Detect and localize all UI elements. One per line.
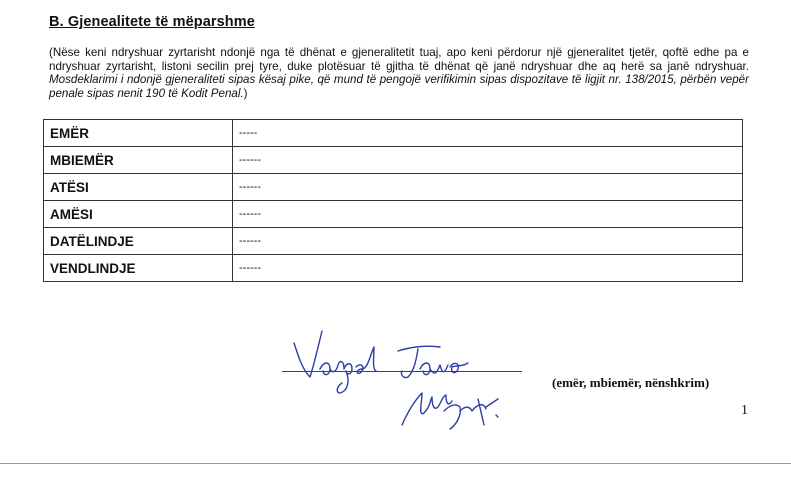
row-label-atesi: ATËSI bbox=[44, 174, 233, 201]
instructions-warning: Mosdeklarimi i ndonjë gjeneraliteti sipas kësaj pike, që mund të pengojë verifikimin sipas dispozitave të ligjit nr. 138/2015, përbën vepër penale sipas nenit 190 të Kodit Penal. bbox=[49, 73, 749, 100]
instructions-close: ) bbox=[243, 86, 248, 100]
signature-caption: (emër, mbiemër, nënshkrim) bbox=[552, 375, 710, 390]
instructions-text: (Nëse keni ndryshuar zyrtarisht ndonjë nga të dhënat e gjeneralitetit tuaj, apo keni përdorur një gjeneralitet tjetër, qoftë edhe pa e ndryshuar zyrtarisht, listoni secilin prej tyre, duke plotësuar të gjitha të dhënat që janë ndryshuar dhe aq herë sa janë ndryshuar. bbox=[49, 46, 749, 73]
previous-identity-table bbox=[43, 119, 743, 282]
handwritten-signature bbox=[280, 325, 520, 435]
row-value-amesi: ------ bbox=[233, 201, 743, 228]
row-label-amesi: AMËSI bbox=[44, 201, 233, 228]
table-row bbox=[44, 228, 743, 255]
row-label-emer: EMËR bbox=[44, 120, 233, 147]
table-row bbox=[44, 147, 743, 174]
row-value-vendlindje: ------ bbox=[233, 255, 743, 282]
row-label-vendlindje: VENDLINDJE bbox=[44, 255, 233, 282]
row-label-datelindje: DATËLINDJE bbox=[44, 228, 233, 255]
row-value-mbiemer: ------ bbox=[233, 147, 743, 174]
row-value-emer: ----- bbox=[233, 120, 743, 147]
table-row bbox=[44, 255, 743, 282]
page-number: 1 bbox=[741, 403, 748, 418]
section-heading: B. Gjenealitete të mëparshme bbox=[49, 14, 255, 30]
section-instructions bbox=[49, 46, 749, 100]
table-row bbox=[44, 174, 743, 201]
table-row bbox=[44, 201, 743, 228]
signature-line bbox=[282, 371, 522, 372]
page-bottom-rule bbox=[0, 463, 791, 464]
row-value-atesi: ------ bbox=[233, 174, 743, 201]
table-row bbox=[44, 120, 743, 147]
row-label-mbiemer: MBIEMËR bbox=[44, 147, 233, 174]
row-value-datelindje: ------ bbox=[233, 228, 743, 255]
